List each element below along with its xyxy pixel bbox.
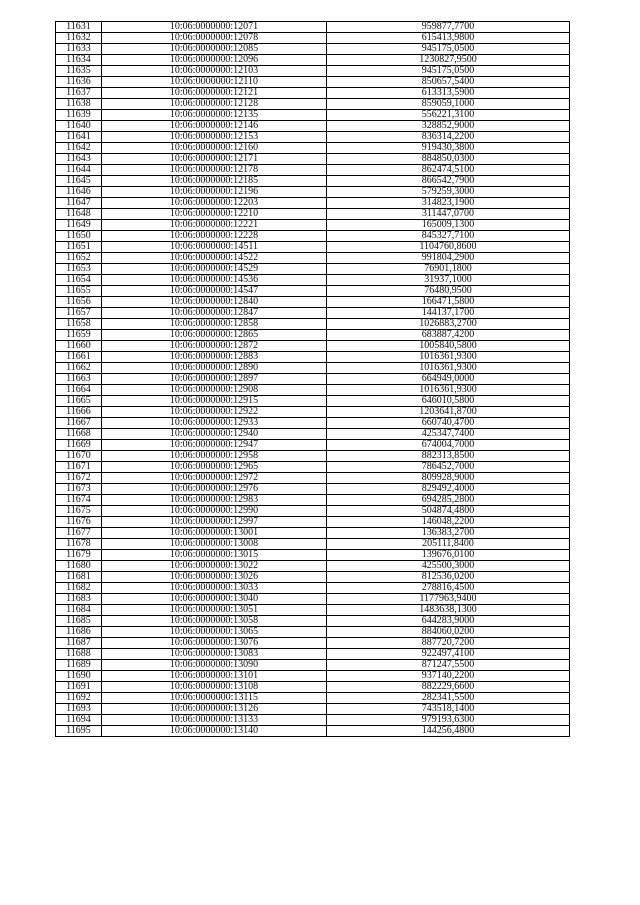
cadastral-number-cell: 10:06:0000000:12940 [102,429,327,440]
table-row [56,374,570,385]
cadastral-number-cell: 10:06:0000000:14511 [102,242,327,253]
value-cell: 674004,7000 [327,440,570,451]
row-number-cell: 11646 [56,187,102,198]
cadastral-number-cell: 10:06:0000000:13008 [102,539,327,550]
row-number-cell: 11637 [56,88,102,99]
value-cell: 937140,2200 [327,671,570,682]
table-row [56,286,570,297]
table-row [56,561,570,572]
value-cell: 882313,8500 [327,451,570,462]
row-number-cell: 11693 [56,704,102,715]
value-cell: 166471,5800 [327,297,570,308]
value-cell: 76901,1800 [327,264,570,275]
table-row [56,517,570,528]
value-cell: 694285,2800 [327,495,570,506]
cadastral-value-table [55,21,570,737]
cadastral-number-cell: 10:06:0000000:13133 [102,715,327,726]
table-row [56,660,570,671]
cadastral-number-cell: 10:06:0000000:13058 [102,616,327,627]
table-row [56,143,570,154]
row-number-cell: 11633 [56,44,102,55]
value-cell: 959877,7700 [327,22,570,33]
cadastral-number-cell: 10:06:0000000:14529 [102,264,327,275]
table-row [56,649,570,660]
table-row [56,627,570,638]
row-number-cell: 11652 [56,253,102,264]
row-number-cell: 11676 [56,517,102,528]
table-row [56,616,570,627]
cadastral-number-cell: 10:06:0000000:12185 [102,176,327,187]
row-number-cell: 11674 [56,495,102,506]
table-row [56,330,570,341]
value-cell: 31937,1000 [327,275,570,286]
table-row [56,242,570,253]
cadastral-number-cell: 10:06:0000000:13108 [102,682,327,693]
row-number-cell: 11654 [56,275,102,286]
cadastral-number-cell: 10:06:0000000:13115 [102,693,327,704]
table-row [56,275,570,286]
row-number-cell: 11685 [56,616,102,627]
cadastral-number-cell: 10:06:0000000:13101 [102,671,327,682]
table-row [56,693,570,704]
row-number-cell: 11688 [56,649,102,660]
value-cell: 425500,3000 [327,561,570,572]
row-number-cell: 11636 [56,77,102,88]
cadastral-number-cell: 10:06:0000000:12840 [102,297,327,308]
value-cell: 1230827,9500 [327,55,570,66]
row-number-cell: 11638 [56,99,102,110]
value-cell: 979193,6300 [327,715,570,726]
value-cell: 1203641,8700 [327,407,570,418]
cadastral-number-cell: 10:06:0000000:12121 [102,88,327,99]
cadastral-number-cell: 10:06:0000000:12983 [102,495,327,506]
row-number-cell: 11631 [56,22,102,33]
cadastral-number-cell: 10:06:0000000:12858 [102,319,327,330]
table-row [56,396,570,407]
value-cell: 1483638,1300 [327,605,570,616]
table-row [56,22,570,33]
value-cell: 1177963,9400 [327,594,570,605]
cadastral-number-cell: 10:06:0000000:13001 [102,528,327,539]
row-number-cell: 11655 [56,286,102,297]
cadastral-number-cell: 10:06:0000000:13026 [102,572,327,583]
row-number-cell: 11661 [56,352,102,363]
value-cell: 664949,0000 [327,374,570,385]
table-row [56,231,570,242]
table-row [56,682,570,693]
value-cell: 845327,7100 [327,231,570,242]
value-cell: 850657,5400 [327,77,570,88]
table-row [56,594,570,605]
cadastral-number-cell: 10:06:0000000:12997 [102,517,327,528]
table-row [56,506,570,517]
value-cell: 991804,2900 [327,253,570,264]
table-row [56,363,570,374]
value-cell: 836314,2200 [327,132,570,143]
row-number-cell: 11682 [56,583,102,594]
row-number-cell: 11673 [56,484,102,495]
row-number-cell: 11667 [56,418,102,429]
table-row [56,99,570,110]
cadastral-number-cell: 10:06:0000000:13083 [102,649,327,660]
value-cell: 859059,1000 [327,99,570,110]
value-cell: 278816,4500 [327,583,570,594]
row-number-cell: 11657 [56,308,102,319]
table-row [56,44,570,55]
cadastral-number-cell: 10:06:0000000:12872 [102,341,327,352]
cadastral-number-cell: 10:06:0000000:13033 [102,583,327,594]
table-row [56,341,570,352]
row-number-cell: 11679 [56,550,102,561]
value-cell: 829492,4000 [327,484,570,495]
table-row [56,418,570,429]
row-number-cell: 11678 [56,539,102,550]
table-row [56,264,570,275]
cadastral-number-cell: 10:06:0000000:13040 [102,594,327,605]
value-cell: 1016361,9300 [327,352,570,363]
row-number-cell: 11677 [56,528,102,539]
table-row [56,539,570,550]
table-row [56,638,570,649]
table-row [56,572,570,583]
value-cell: 862474,5100 [327,165,570,176]
value-cell: 556221,3100 [327,110,570,121]
row-number-cell: 11681 [56,572,102,583]
table-row [56,704,570,715]
table-row [56,473,570,484]
cadastral-number-cell: 10:06:0000000:12883 [102,352,327,363]
value-cell: 425347,7400 [327,429,570,440]
cadastral-number-cell: 10:06:0000000:12933 [102,418,327,429]
table-row [56,154,570,165]
cadastral-number-cell: 10:06:0000000:12922 [102,407,327,418]
table-row [56,110,570,121]
value-cell: 311447,0700 [327,209,570,220]
cadastral-number-cell: 10:06:0000000:12128 [102,99,327,110]
value-cell: 945175,0500 [327,66,570,77]
row-number-cell: 11653 [56,264,102,275]
table-row [56,715,570,726]
row-number-cell: 11648 [56,209,102,220]
value-cell: 282341,5500 [327,693,570,704]
row-number-cell: 11672 [56,473,102,484]
cadastral-number-cell: 10:06:0000000:12865 [102,330,327,341]
table-row [56,550,570,561]
value-cell: 1026883,2700 [327,319,570,330]
row-number-cell: 11686 [56,627,102,638]
table-row [56,726,570,737]
table-row [56,484,570,495]
value-cell: 146048,2200 [327,517,570,528]
row-number-cell: 11663 [56,374,102,385]
cadastral-number-cell: 10:06:0000000:12135 [102,110,327,121]
row-number-cell: 11632 [56,33,102,44]
cadastral-number-cell: 10:06:0000000:13140 [102,726,327,737]
value-cell: 884850,0300 [327,154,570,165]
value-cell: 144256,4800 [327,726,570,737]
row-number-cell: 11656 [56,297,102,308]
row-number-cell: 11634 [56,55,102,66]
value-cell: 1104760,8600 [327,242,570,253]
table-row [56,495,570,506]
cadastral-number-cell: 10:06:0000000:12847 [102,308,327,319]
table-row [56,605,570,616]
cadastral-number-cell: 10:06:0000000:12160 [102,143,327,154]
cadastral-number-cell: 10:06:0000000:12958 [102,451,327,462]
row-number-cell: 11643 [56,154,102,165]
table-row [56,671,570,682]
row-number-cell: 11683 [56,594,102,605]
cadastral-number-cell: 10:06:0000000:12085 [102,44,327,55]
value-cell: 660740,4700 [327,418,570,429]
row-number-cell: 11680 [56,561,102,572]
cadastral-number-cell: 10:06:0000000:12203 [102,198,327,209]
cadastral-number-cell: 10:06:0000000:13022 [102,561,327,572]
table-row [56,429,570,440]
value-cell: 165009,1300 [327,220,570,231]
value-cell: 205111,8400 [327,539,570,550]
value-cell: 743518,1400 [327,704,570,715]
table-row [56,352,570,363]
row-number-cell: 11675 [56,506,102,517]
table-row [56,528,570,539]
table-row [56,407,570,418]
value-cell: 1016361,9300 [327,385,570,396]
row-number-cell: 11669 [56,440,102,451]
row-number-cell: 11666 [56,407,102,418]
value-cell: 644283,9000 [327,616,570,627]
cadastral-number-cell: 10:06:0000000:12078 [102,33,327,44]
row-number-cell: 11671 [56,462,102,473]
table-row [56,66,570,77]
table-row [56,121,570,132]
table-body [56,22,570,737]
table-row [56,297,570,308]
table-row [56,462,570,473]
row-number-cell: 11644 [56,165,102,176]
cadastral-number-cell: 10:06:0000000:12908 [102,385,327,396]
cadastral-number-cell: 10:06:0000000:12976 [102,484,327,495]
table-row [56,77,570,88]
row-number-cell: 11691 [56,682,102,693]
value-cell: 887720,7200 [327,638,570,649]
row-number-cell: 11662 [56,363,102,374]
value-cell: 919430,3800 [327,143,570,154]
row-number-cell: 11664 [56,385,102,396]
row-number-cell: 11660 [56,341,102,352]
cadastral-number-cell: 10:06:0000000:13051 [102,605,327,616]
row-number-cell: 11659 [56,330,102,341]
cadastral-number-cell: 10:06:0000000:12915 [102,396,327,407]
value-cell: 139676,0100 [327,550,570,561]
table-row [56,385,570,396]
cadastral-number-cell: 10:06:0000000:14536 [102,275,327,286]
value-cell: 613313,5900 [327,88,570,99]
value-cell: 866542,7900 [327,176,570,187]
table-row [56,253,570,264]
value-cell: 314823,1900 [327,198,570,209]
row-number-cell: 11635 [56,66,102,77]
table-row [56,198,570,209]
value-cell: 786452,7000 [327,462,570,473]
row-number-cell: 11651 [56,242,102,253]
value-cell: 922497,4100 [327,649,570,660]
cadastral-number-cell: 10:06:0000000:12096 [102,55,327,66]
value-cell: 812536,0200 [327,572,570,583]
row-number-cell: 11695 [56,726,102,737]
cadastral-number-cell: 10:06:0000000:12947 [102,440,327,451]
cadastral-number-cell: 10:06:0000000:12228 [102,231,327,242]
row-number-cell: 11650 [56,231,102,242]
cadastral-number-cell: 10:06:0000000:12897 [102,374,327,385]
row-number-cell: 11639 [56,110,102,121]
table-row [56,220,570,231]
row-number-cell: 11640 [56,121,102,132]
value-cell: 144137,1700 [327,308,570,319]
cadastral-number-cell: 10:06:0000000:13065 [102,627,327,638]
row-number-cell: 11670 [56,451,102,462]
row-number-cell: 11649 [56,220,102,231]
row-number-cell: 11687 [56,638,102,649]
row-number-cell: 11647 [56,198,102,209]
row-number-cell: 11684 [56,605,102,616]
row-number-cell: 11641 [56,132,102,143]
cadastral-number-cell: 10:06:0000000:12153 [102,132,327,143]
value-cell: 136383,2700 [327,528,570,539]
table-row [56,451,570,462]
value-cell: 328852,9000 [327,121,570,132]
cadastral-number-cell: 10:06:0000000:12890 [102,363,327,374]
cadastral-number-cell: 10:06:0000000:12071 [102,22,327,33]
cadastral-number-cell: 10:06:0000000:13076 [102,638,327,649]
cadastral-number-cell: 10:06:0000000:12171 [102,154,327,165]
cadastral-number-cell: 10:06:0000000:13090 [102,660,327,671]
cadastral-number-cell: 10:06:0000000:12990 [102,506,327,517]
row-number-cell: 11668 [56,429,102,440]
row-number-cell: 11694 [56,715,102,726]
value-cell: 882229,6600 [327,682,570,693]
cadastral-number-cell: 10:06:0000000:12178 [102,165,327,176]
table-row [56,209,570,220]
cadastral-number-cell: 10:06:0000000:13015 [102,550,327,561]
value-cell: 1016361,9300 [327,363,570,374]
value-cell: 615413,9800 [327,33,570,44]
cadastral-number-cell: 10:06:0000000:12972 [102,473,327,484]
cadastral-number-cell: 10:06:0000000:12103 [102,66,327,77]
cadastral-number-cell: 10:06:0000000:12110 [102,77,327,88]
table-row [56,583,570,594]
cadastral-number-cell: 10:06:0000000:12196 [102,187,327,198]
table-row [56,33,570,44]
row-number-cell: 11692 [56,693,102,704]
value-cell: 945175,0500 [327,44,570,55]
row-number-cell: 11690 [56,671,102,682]
cadastral-number-cell: 10:06:0000000:14547 [102,286,327,297]
value-cell: 579259,3000 [327,187,570,198]
row-number-cell: 11689 [56,660,102,671]
value-cell: 884060,0200 [327,627,570,638]
table-row [56,308,570,319]
table-row [56,319,570,330]
value-cell: 76480,9500 [327,286,570,297]
value-cell: 646010,5800 [327,396,570,407]
table-row [56,187,570,198]
row-number-cell: 11642 [56,143,102,154]
cadastral-number-cell: 10:06:0000000:12965 [102,462,327,473]
table-row [56,132,570,143]
value-cell: 683887,4200 [327,330,570,341]
table-row [56,440,570,451]
value-cell: 504874,4800 [327,506,570,517]
value-cell: 1005840,5800 [327,341,570,352]
cadastral-number-cell: 10:06:0000000:12146 [102,121,327,132]
row-number-cell: 11645 [56,176,102,187]
table-row [56,88,570,99]
table-row [56,176,570,187]
cadastral-number-cell: 10:06:0000000:14522 [102,253,327,264]
cadastral-number-cell: 10:06:0000000:12221 [102,220,327,231]
value-cell: 809928,9000 [327,473,570,484]
row-number-cell: 11658 [56,319,102,330]
cadastral-number-cell: 10:06:0000000:13126 [102,704,327,715]
table-row [56,55,570,66]
value-cell: 871247,5500 [327,660,570,671]
cadastral-number-cell: 10:06:0000000:12210 [102,209,327,220]
row-number-cell: 11665 [56,396,102,407]
table-row [56,165,570,176]
